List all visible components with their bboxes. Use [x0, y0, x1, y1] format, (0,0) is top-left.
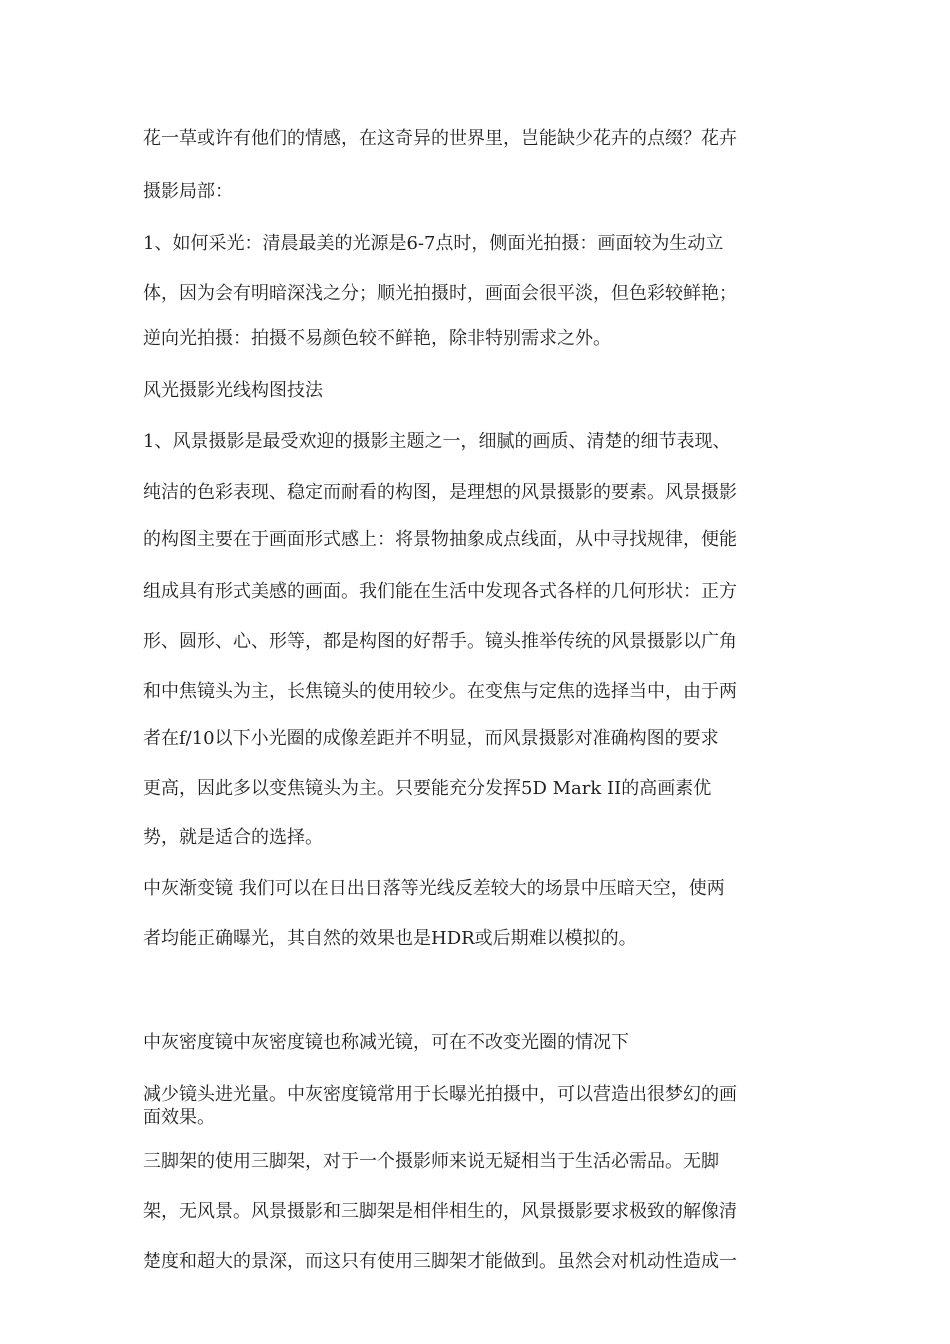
- text-line: 逆向光拍摄：拍摄不易颜色较不鲜艳，除非特别需求之外。: [143, 328, 611, 349]
- text-line: 减少镜头进光量。中灰密度镜常用于长曝光拍摄中，可以营造出很梦幻的画: [143, 1084, 737, 1105]
- text-line: 形、圆形、心、形等，都是构图的好帮手。镜头推举传统的风景摄影以广角: [143, 631, 737, 652]
- section-heading: 风光摄影光线构图技法: [143, 380, 323, 401]
- text-line: 更高，因此多以变焦镜头为主。只要能充分发挥5D Mark II的高画素优: [143, 778, 712, 799]
- text-line: 楚度和超大的景深，而这只有使用三脚架才能做到。虽然会对机动性造成一: [143, 1251, 737, 1272]
- text-line: 1、风景摄影是最受欢迎的摄影主题之一，细腻的画质、清楚的细节表现、: [143, 431, 731, 452]
- text-line: 组成具有形式美感的画面。我们能在生活中发现各式各样的几何形状：正方: [143, 581, 737, 602]
- text-line: 花一草或许有他们的情感，在这奇异的世界里，岂能缺少花卉的点缀？花卉: [143, 128, 737, 149]
- text-line: 者均能正确曝光，其自然的效果也是HDR或后期难以模拟的。: [143, 928, 637, 949]
- text-line: 面效果。: [143, 1107, 215, 1128]
- text-line: 纯洁的色彩表现、稳定而耐看的构图，是理想的风景摄影的要素。风景摄影: [143, 482, 737, 503]
- text-line: 者在f/10以下小光圈的成像差距并不明显，而风景摄影对准确构图的要求: [143, 728, 719, 749]
- text-line: 三脚架的使用三脚架，对于一个摄影师来说无疑相当于生活必需品。无脚: [143, 1151, 719, 1172]
- text-line: 的构图主要在于画面形式感上：将景物抽象成点线面，从中寻找规律，便能: [143, 529, 737, 550]
- text-line: 和中焦镜头为主，长焦镜头的使用较少。在变焦与定焦的选择当中，由于两: [143, 681, 737, 702]
- text-line: 体，因为会有明暗深浅之分；顺光拍摄时，画面会很平淡，但色彩较鲜艳；: [143, 283, 737, 304]
- text-line: 架，无风景。风景摄影和三脚架是相伴相生的，风景摄影要求极致的解像清: [143, 1201, 737, 1222]
- text-line: 中灰密度镜中灰密度镜也称减光镜，可在不改变光圈的情况下: [143, 1032, 629, 1053]
- text-line: 摄影局部：: [143, 181, 233, 202]
- text-line: 1、如何采光：清晨最美的光源是6-7点时，侧面光拍摄：画面较为生动立: [143, 233, 724, 254]
- text-line: 势，就是适合的选择。: [143, 827, 323, 848]
- text-line: 中灰渐变镜 我们可以在日出日落等光线反差较大的场景中压暗天空，使两: [143, 878, 725, 899]
